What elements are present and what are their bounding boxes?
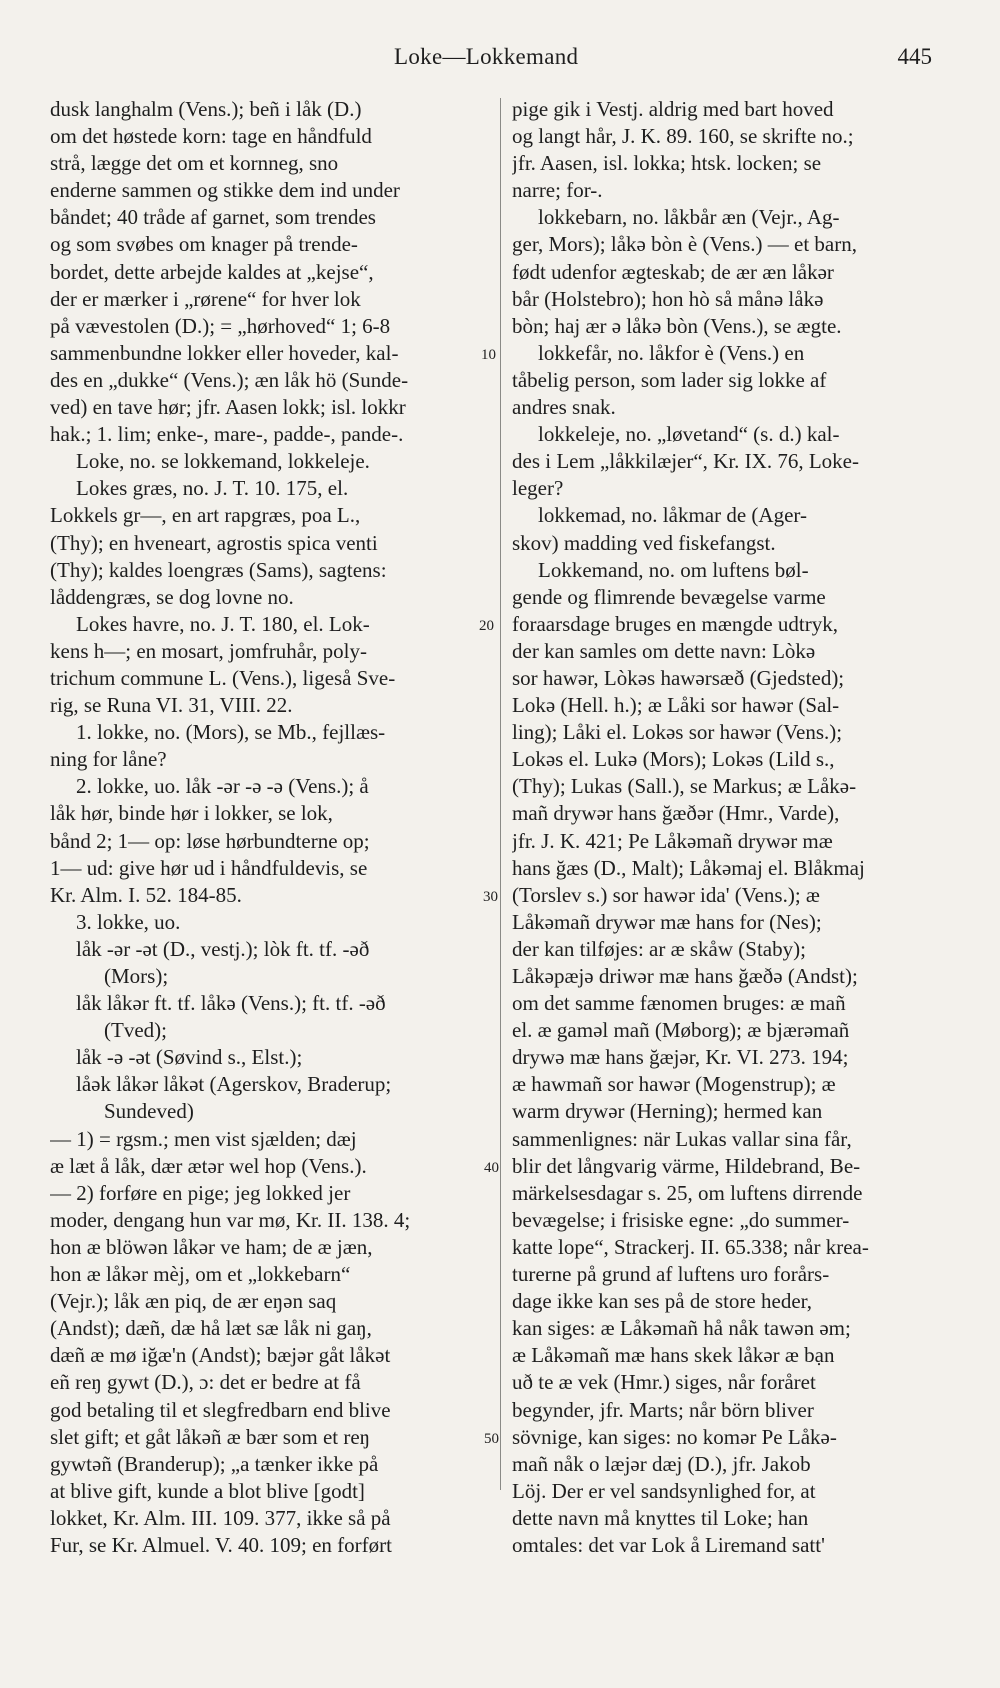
page-number: 445 [897,44,932,69]
left-column [50,96,492,1559]
column-divider [500,98,501,1490]
text-line: låk hør, binde hør i lokker, se lok, [50,801,333,826]
text-line: lokkebarn, no. låkbår æn (Vejr., Ag- [538,205,840,230]
text-line: dette navn må knyttes til Loke; han [512,1505,809,1530]
text-line: bordet, dette arbejde kaldes at „kejse“, [50,259,374,284]
text-line: eñ reŋ gywt (D.), ɔ: det er bedre at få [50,1370,361,1395]
text-line: æ Låkəmañ mæ hans skek låkər æ bạn [512,1343,835,1368]
text-line: leger? [512,476,564,501]
text-line: hans ğæs (D., Malt); Låkəmaj el. Blåkmaj [512,855,865,880]
text-line: begynder, jfr. Marts; når börn bliver [512,1397,814,1422]
text-line: Sundeved) [104,1099,194,1124]
text-line: at blive gift, kunde a blot blive [godt] [50,1478,365,1503]
text-line: strå, lægge det om et kornneg, sno [50,151,339,176]
text-line: bòn; haj ær ə låkə bòn (Vens.), se ægte. [512,313,842,338]
text-line: des i Lem „låkkilæjer“, Kr. IX. 76, Loke- [512,449,859,474]
text-line: 1— ud: give hør ud i håndfuldevis, se [50,855,368,880]
text-line: foraarsdage bruges en mængde udtryk, [512,611,838,636]
text-line: låək låkər låkət (Agerskov, Braderup; [76,1072,392,1097]
text-line: lokkemad, no. låkmar de (Ager- [538,503,807,528]
text-line: jfr. Aasen, isl. lokka; htsk. locken; se [512,151,822,176]
text-line: låddengræs, se dog lovne no. [50,584,294,609]
text-line: Lokəs el. Lukə (Mors); Lokəs (Lild s., [512,747,835,772]
text-line: enderne sammen og stikke dem ind under [50,178,400,203]
text-line: tåbelig person, som lader sig lokke af [512,367,827,392]
text-line: — 2) forføre en pige; jeg lokked jer [50,1180,351,1205]
line-number: 10 [481,347,496,363]
text-line: drywə mæ hans ğæjər, Kr. VI. 273. 194; [512,1045,849,1070]
text-line: dæñ æ mø iğæ'n (Andst); bæjər gåt låkət [50,1343,391,1368]
text-line: lokkeleje, no. „løvetand“ (s. d.) kal- [538,422,840,447]
text-line: dage ikke kan ses på de store heder, [512,1289,813,1314]
text-line: låk -ə -ət (Søvind s., Elst.); [76,1045,303,1070]
text-line: katte lope“, Strackerj. II. 65.338; når krea- [512,1234,869,1259]
text-line: ger, Mors); låkə bòn è (Vens.) — et barn, [512,232,857,257]
text-line: rig, se Runa VI. 31, VIII. 22. [50,693,293,718]
text-line: gywtəñ (Branderup); „a tænker ikke på [50,1451,379,1476]
text-line: sammenlignes: när Lukas vallar sina får, [512,1126,852,1151]
text-line: (Vejr.); låk æn piq, de ær eŋən saq [50,1289,337,1314]
text-line: jfr. J. K. 421; Pe Låkəmañ drywər mæ [512,828,833,853]
text-line: lokket, Kr. Alm. III. 109. 377, ikke så på [50,1505,391,1530]
text-line: bevægelse; i frisiske egne: „do summer- [512,1207,850,1232]
text-line: Låkəmañ drywər mæ hans for (Nes); [512,909,822,934]
text-line: (Andst); dæñ, dæ hå læt sæ låk ni gaŋ, [50,1316,372,1341]
text-line: Lokkemand, no. om luftens bøl- [538,557,809,582]
text-line: 2. lokke, uo. låk -ər -ə -ə (Vens.); å [76,774,369,799]
text-line: (Torslev s.) sor hawər ida' (Vens.); æ [512,882,820,907]
text-line: mañ drywər hans ğæðər (Hmr., Varde), [512,801,840,826]
text-line: mañ nåk o læjər dæj (D.), jfr. Jakob [512,1451,811,1476]
text-line: og som svøbes om knager på trende- [50,232,358,257]
text-line: bår (Holstebro); hon hò så månə låkə [512,286,824,311]
text-line: pige gik i Vestj. aldrig med bart hoved [512,97,834,121]
text-line: turerne på grund af luftens uro forårs- [512,1262,830,1287]
text-line: trichum commune L. (Vens.), ligeså Sve- [50,665,396,690]
text-line: Löj. Der er vel sandsynlighed for, at [512,1478,816,1503]
text-line: hon æ blöwən låkər ve ham; de æ jæn, [50,1234,373,1259]
text-line: dusk langhalm (Vens.); beñ i låk (D.) [50,97,362,121]
text-line: (Thy); Lukas (Sall.), se Markus; æ Låkə- [512,774,857,799]
text-line: andres snak. [512,395,616,420]
text-line: på vævestolen (D.); = „hørhoved“ 1; 6-8 [50,313,391,338]
text-line: el. æ gaməl mañ (Møborg); æ bjærəmañ [512,1018,850,1043]
line-number: 20 [479,618,494,634]
text-line: — 1) = rgsm.; men vist sjælden; dæj [50,1126,357,1151]
page-header [0,44,1000,78]
text-line: des en „dukke“ (Vens.); æn låk hö (Sunde- [50,367,409,392]
text-line: sövnige, kan siges: no komər Pe Låkə- [512,1424,837,1449]
text-line: Lokkels gr—, en art rapgræs, poa L., [50,503,361,528]
text-line: hon æ låkər mèj, om et „lokkebarn“ [50,1262,351,1287]
text-line: moder, dengang hun var mø, Kr. II. 138. 4; [50,1207,411,1232]
text-line: (Thy); en hveneart, agrostis spica venti [50,530,378,555]
text-line: der kan tilføjes: ar æ skåw (Staby); [512,936,806,961]
text-line: lokkefår, no. låkfor è (Vens.) en [538,340,805,365]
text-line: der kan samles om dette navn: Lòkə [512,638,816,663]
right-column [512,96,963,1559]
text-line: Kr. Alm. I. 52. 184-85. [50,882,242,907]
text-line: Lokə (Hell. h.); æ Låki sor hawər (Sal- [512,693,840,718]
text-line: uð te æ vek (Hmr.) siges, når foråret [512,1370,816,1395]
text-line: märkelsesdagar s. 25, om luftens dirrende [512,1180,863,1205]
text-line: (Tved); [104,1018,167,1043]
text-line: og langt hår, J. K. 89. 160, se skrifte no.; [512,124,854,149]
text-line: Låkəpæjə driwər mæ hans ğæðə (Andst); [512,964,858,988]
text-line: låk -ər -ət (D., vestj.); lòk ft. tf. -əð [76,936,370,961]
text-line: omtales: det var Lok å Liremand satt' [512,1532,825,1557]
text-line: blir det långvarig värme, Hildebrand, Be- [512,1153,861,1178]
text-line: Lokes græs, no. J. T. 10. 175, el. [76,476,349,501]
text-line: sammenbundne lokker eller hoveder, kal- [50,340,399,365]
text-line: sor hawər, Lòkəs hawərsæð (Gjedsted); [512,665,845,690]
text-line: kan siges: æ Låkəmañ hå nåk tawən əm; [512,1316,851,1341]
text-line: Lokes havre, no. J. T. 180, el. Lok- [76,611,370,636]
text-line: æ hawmañ sor hawər (Mogenstrup); æ [512,1072,836,1097]
text-line: æ læt å låk, dær ætər wel hop (Vens.). [50,1153,367,1178]
text-line: kens h—; en mosart, jomfruhår, poly- [50,638,368,663]
text-line: bånd 2; 1— op: løse hørbundterne op; [50,828,370,853]
text-line: (Mors); [104,964,169,988]
text-line: gende og flimrende bevægelse varme [512,584,826,609]
line-number: 40 [484,1160,499,1176]
text-line: slet gift; et gåt låkəñ æ bær som et reŋ [50,1424,371,1449]
text-line: om det høstede korn: tage en håndfuld [50,124,372,149]
text-line: Fur, se Kr. Almuel. V. 40. 109; en forført [50,1532,392,1557]
line-number: 30 [483,889,498,905]
running-title: Loke—Lokkemand [394,44,579,69]
text-line: Loke, no. se lokkemand, lokkeleje. [76,449,370,474]
text-line: skov) madding ved fiskefangst. [512,530,776,555]
text-line: 1. lokke, no. (Mors), se Mb., fejllæs- [76,720,386,745]
text-line: født udenfor ægteskab; de ær æn låkər [512,259,834,284]
text-line: (Thy); kaldes loengræs (Sams), sagtens: [50,557,387,582]
text-line: ning for låne? [50,747,167,772]
text-line: narre; for-. [512,178,603,203]
line-number: 50 [484,1431,499,1447]
text-line: der er mærker i „rørene“ for hver lok [50,286,361,311]
text-line: warm drywər (Herning); hermed kan [512,1099,823,1124]
text-line: ling); Låki el. Lokəs sor hawər (Vens.); [512,720,843,745]
text-line: ved) en tave hør; jfr. Aasen lokk; isl. lokkr [50,395,406,420]
text-line: god betaling til et slegfredbarn end blive [50,1397,391,1422]
text-line: hak.; 1. lim; enke-, mare-, padde-, pande-. [50,422,404,447]
text-line: 3. lokke, uo. [76,909,181,934]
text-line: om det samme fænomen bruges: æ mañ [512,991,846,1016]
text-line: båndet; 40 tråde af garnet, som trendes [50,205,376,230]
text-line: låk låkər ft. tf. låkə (Vens.); ft. tf. -əð [76,991,386,1016]
